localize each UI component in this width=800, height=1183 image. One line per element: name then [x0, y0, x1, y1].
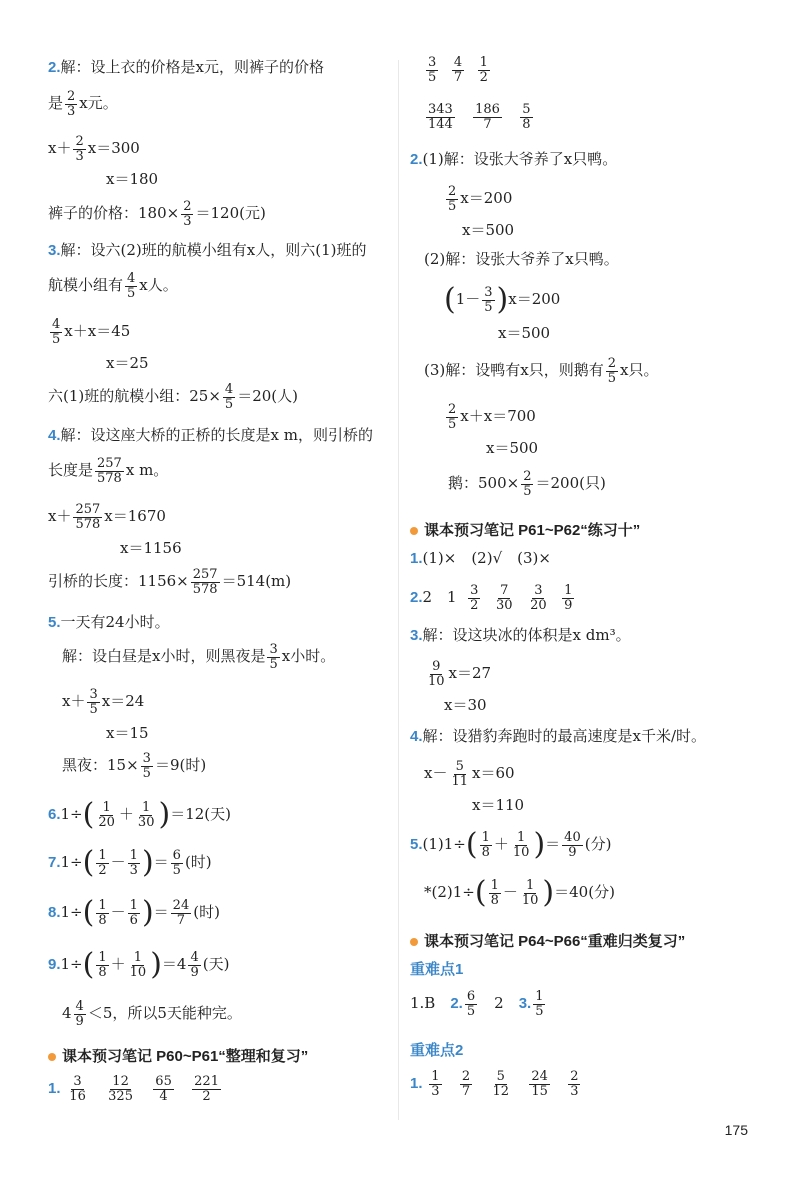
r-q2-eq3: (1－ $\frac{3}{5}$ )x＝200	[444, 282, 561, 317]
q4-statement-cont: 长度是 $\frac{257}{578}$ x m。	[48, 456, 169, 486]
ex-q2: 2.2 1 $\frac{3}{2}$ $\frac{7}{30}$ $\frac{3}{20}$ $\frac{1}{9}$	[410, 583, 573, 613]
q2-answer: 裤子的价格：180× $\frac{2}{3}$ ＝120(元)	[48, 199, 266, 229]
q5-equation-1: x＋ $\frac{3}{5}$ x＝24	[62, 687, 145, 717]
r-q2-eq6: x＝500	[486, 439, 539, 457]
q2-statement-cont: 是 $\frac{2}{3}$ x元。	[48, 89, 118, 119]
r-q2-eq5: $\frac{2}{5}$ x＋x＝700	[448, 402, 536, 432]
q7-line: 7.1÷( $\frac{1}{2}$ － $\frac{1}{3}$ )＝ $\frac{6}{5}$ (时)	[48, 845, 212, 880]
bullet-dot-icon	[410, 527, 418, 535]
q5-solution: 解：设白昼是x小时，则黑夜是 $\frac{3}{5}$ x小时。	[62, 642, 336, 672]
ex-q4-eq2: x＝110	[472, 796, 525, 814]
q4-equation-1: x＋ $\frac{257}{578}$ x＝1670	[48, 502, 166, 532]
section-header-review: 课本预习笔记 P60~P61“整理和复习”	[48, 1045, 308, 1066]
ex-q4: 4.解：设猎豹奔跑时的最高速度是x千米/时。	[410, 727, 707, 745]
top-fractions-row-1: $\frac{3}{5}$ $\frac{4}{7}$ $\frac{1}{2}$	[428, 55, 488, 85]
ex-q5-part2: *(2)1÷( $\frac{1}{8}$ － $\frac{1}{10}$ )＝40(分)	[424, 875, 615, 910]
r-q2-eq4: x＝500	[498, 324, 551, 342]
q3-equation-1: $\frac{4}{5}$ x＋x＝45	[52, 317, 131, 347]
fraction: $\frac{2}{3}$	[67, 89, 76, 119]
ex-q4-eq1: x－ $\frac{5}{11}$ x＝60	[424, 759, 515, 789]
q4-equation-2: x＝1156	[120, 539, 182, 557]
r-q2-eq2: x＝500	[462, 221, 515, 239]
q6-line: 6.1÷( $\frac{1}{20}$ ＋ $\frac{1}{30}$ )＝12(天)	[48, 797, 231, 832]
q8-line: 8.1÷( $\frac{1}{8}$ － $\frac{1}{6}$ )＝ $\frac{24}{7}$ (时)	[48, 895, 220, 930]
q5-answer: 黑夜：15× $\frac{3}{5}$ ＝9(时)	[62, 751, 207, 781]
r-q2-part3: (3)解：设鸭有x只，则鹅有 $\frac{2}{5}$ x只。	[424, 356, 659, 386]
section-header-key-points: 课本预习笔记 P64~P66“重难归类复习”	[410, 930, 685, 951]
ex-q3-eq2: x＝30	[444, 696, 487, 714]
ex-q1: 1.(1)× (2)√ (3)×	[410, 549, 551, 567]
q3-statement: 3.解：设六(2)班的航模小组有x人，则六(1)班的	[48, 241, 367, 259]
ex-q3-eq1: $\frac{9}{10}$ x＝27	[428, 659, 492, 689]
q9-conclusion: 4 $\frac{4}{9}$ ＜5，所以5天能种完。	[62, 999, 242, 1029]
section-header-exercise-10: 课本预习笔记 P61~P62“练习十”	[410, 519, 640, 540]
top-fractions-row-2: $\frac{343}{144}$ $\frac{186}{7}$ $\frac{5}{8}$	[428, 102, 531, 132]
q3-statement-cont: 航模小组有 $\frac{4}{5}$ x人。	[48, 271, 178, 301]
key-point-1-title: 重难点1	[410, 961, 464, 978]
r-q2-eq1: $\frac{2}{5}$ x＝200	[448, 184, 513, 214]
q9-line: 9.1÷( $\frac{1}{8}$ ＋ $\frac{1}{10}$ )＝4 $\frac{4}{9}$ (天)	[48, 947, 230, 982]
q4-answer: 引桥的长度：1156× $\frac{257}{578}$ ＝514(m)	[48, 567, 292, 597]
r-q2-part2: (2)解：设张大爷养了x只鸭。	[424, 250, 619, 268]
ex-q5-part1: 5.(1)1÷( $\frac{1}{8}$ ＋ $\frac{1}{10}$ )＝ $\frac{40}{9}$ (分)	[410, 827, 612, 862]
r-q2-answer: 鹅：500× $\frac{2}{5}$ ＝200(只)	[448, 469, 606, 499]
q5-equation-2: x＝15	[106, 724, 149, 742]
column-divider	[398, 60, 399, 1120]
bullet-dot-icon	[410, 938, 418, 946]
q3-answer: 六(1)班的航模小组：25× $\frac{4}{5}$ ＝20(人)	[48, 382, 298, 412]
key-point-2-title: 重难点2	[410, 1042, 464, 1059]
q2-equation-2: x＝180	[106, 170, 159, 188]
q3-equation-2: x＝25	[106, 354, 149, 372]
key-point-1-answers: 1.B 2. $\frac{6}{5}$ 2 3. $\frac{1}{5}$	[410, 989, 544, 1019]
page-number: 175	[724, 1122, 748, 1138]
key-point-2-answers: 1. $\frac{1}{3}$ $\frac{2}{7}$ $\frac{5}{12}$ $\frac{24}{15}$ $\frac{2}{3}$	[410, 1069, 579, 1099]
review-answers: 1. $\frac{3}{16}$ $\frac{12}{325}$ $\frac{65}{4}$ $\frac{221}{2}$	[48, 1074, 219, 1104]
r-q2-part1: 2.(1)解：设张大爷养了x只鸭。	[410, 150, 618, 168]
q2-statement: 2.解：设上衣的价格是x元，则裤子的价格	[48, 58, 324, 76]
ex-q3: 3.解：设这块冰的体积是x dm³。	[410, 626, 631, 644]
q5-statement: 5.一天有24小时。	[48, 613, 170, 631]
q2-equation-1: x＋ $\frac{2}{3}$ x＝300	[48, 134, 140, 164]
q4-statement: 4.解：设这座大桥的正桥的长度是x m，则引桥的	[48, 426, 373, 444]
bullet-dot-icon	[48, 1053, 56, 1061]
